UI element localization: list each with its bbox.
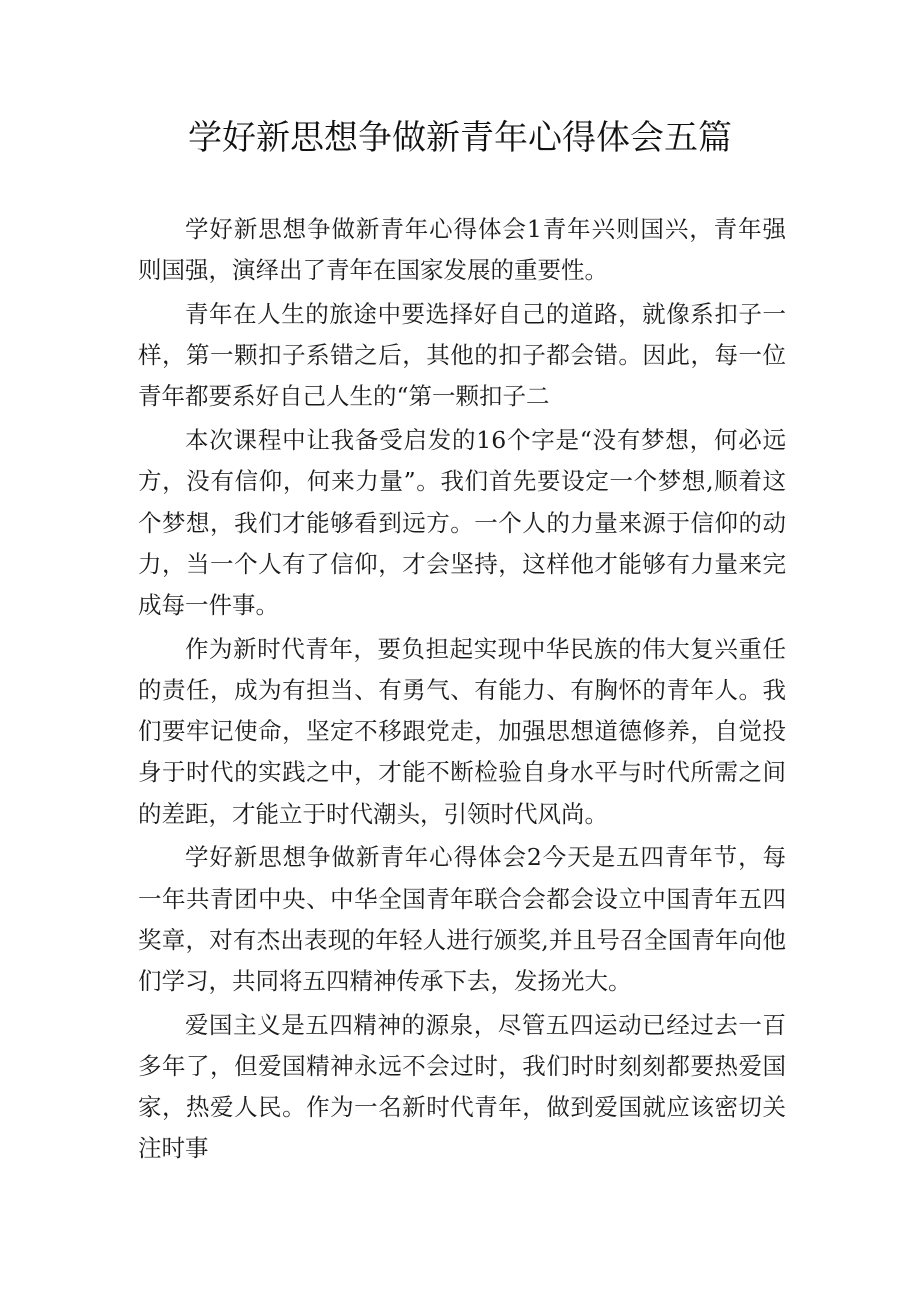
- paragraph: 本次课程中让我备受启发的16个字是“没有梦想，何必远方，没有信仰，何来力量”。我们首先要设定一个梦想,顺着这个梦想，我们才能够看到远方。一个人的力量来源于信仰的动力，当一个人有了信仰，才会坚持，这样他才能够有力量来完成每一件事。: [138, 426, 786, 620]
- document-body: [138, 209, 786, 1172]
- document-title: 学好新思想争做新青年心得体会五篇: [188, 118, 732, 158]
- paragraph: 青年在人生的旅途中要选择好自己的道路，就像系扣子一样，第一颗扣子系错之后，其他的扣子都会错。因此，每一位青年都要系好自己人生的“第一颗扣子二: [138, 300, 786, 411]
- paragraph: 爱国主义是五四精神的源泉，尽管五四运动已经过去一百多年了，但爱国精神永远不会过时，我们时时刻刻都要热爱国家，热爱人民。作为一名新时代青年，做到爱国就应该密切关注时事: [138, 1010, 786, 1163]
- paragraph: 作为新时代青年，要负担起实现中华民族的伟大复兴重任的责任，成为有担当、有勇气、有能力、有胸怀的青年人。我们要牢记使命，坚定不移跟党走，加强思想道德修养，自觉投身于时代的实践之中，才能不断检验自身水平与时代所需之间的差距，才能立于时代潮头，引领时代风尚。: [138, 634, 786, 828]
- paragraph: 学好新思想争做新青年心得体会2今天是五四青年节，每一年共青团中央、中华全国青年联合会都会设立中国青年五四奖章，对有杰出表现的年轻人进行颁奖,并且号召全国青年向他们学习，共同将五四精神传承下去，发扬光大。: [138, 843, 786, 996]
- paragraph: 学好新思想争做新青年心得体会1青年兴则国兴，青年强则国强，演绎出了青年在国家发展的重要性。: [138, 215, 786, 285]
